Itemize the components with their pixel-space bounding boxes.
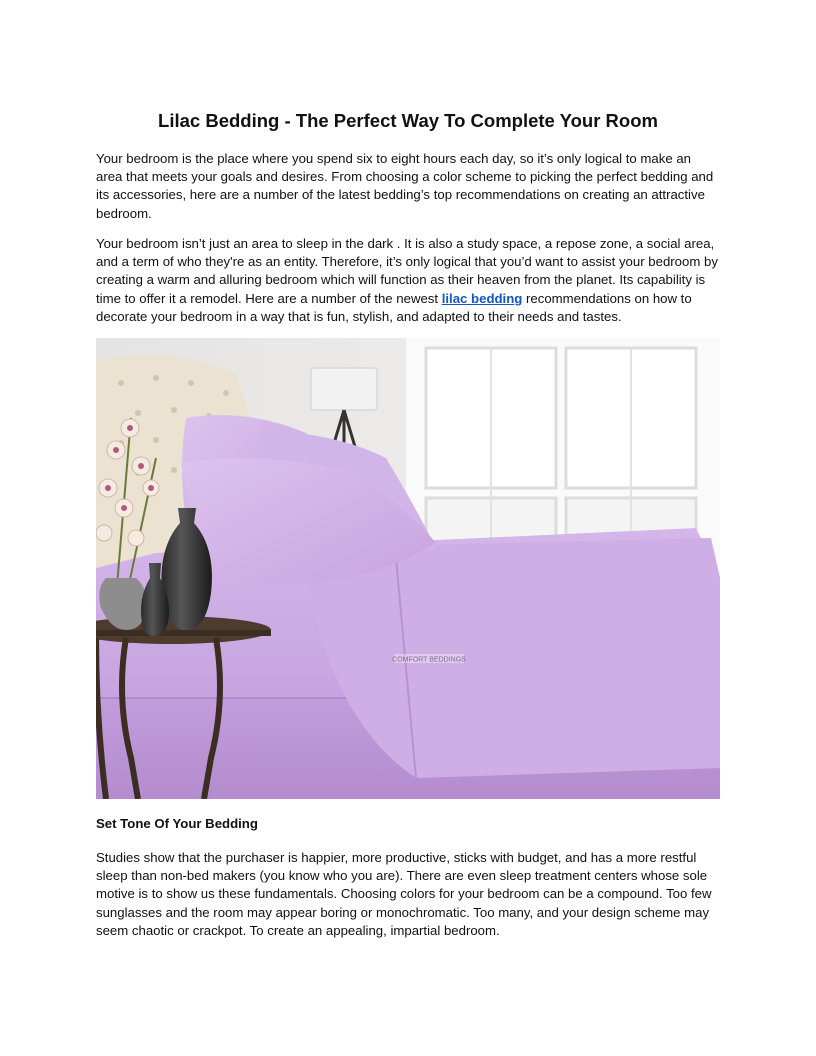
page-title: Lilac Bedding - The Perfect Way To Complete Your Room	[158, 110, 658, 131]
image-watermark: COMFORT BEDDINGS	[392, 656, 466, 664]
body-paragraph	[96, 235, 720, 326]
section-heading: Set Tone Of Your Bedding	[96, 816, 258, 831]
lilac-bedding-link[interactable]: lilac bedding	[441, 290, 523, 306]
paragraph-text: Your bedroom isn’t just an area to sleep in the dark . It is also a study space, a repose zone, a social area, and a term of who they're as an entity. Therefore, it’s only logical that you’d want to assist your bedroom by creating a warm and alluring bedroom which will function as their heaven from the planet. Its capability is time to offer it a remodel. Here are a number of the newest	[96, 236, 718, 306]
bedding-photo	[96, 338, 720, 799]
paragraph-text: recommendations on how to decorate your bedroom in a way that is fun, stylish, and adapted to their needs and tastes.	[96, 290, 692, 324]
section-paragraph: Studies show that the purchaser is happier, more productive, sticks with budget, and has a more restful sleep than non-bed makers (you know who you are). There are even sleep treatment centers whose sole motive is to show us these fundamentals. Choosing colors for your bedroom can be a compound. Too few sunglasses and the room may appear boring or monochromatic. Too many, and your design scheme may seem chaotic or crackpot. To create an appealing, impartial bedroom.	[96, 850, 712, 938]
intro-paragraph: Your bedroom is the place where you spend six to eight hours each day, so it’s only logical to make an area that meets your goals and desires. From choosing a color scheme to picking the perfect bedding and its accessories, here are a number of the latest bedding’s top recommendations on creating an attractive bedroom.	[96, 151, 714, 221]
